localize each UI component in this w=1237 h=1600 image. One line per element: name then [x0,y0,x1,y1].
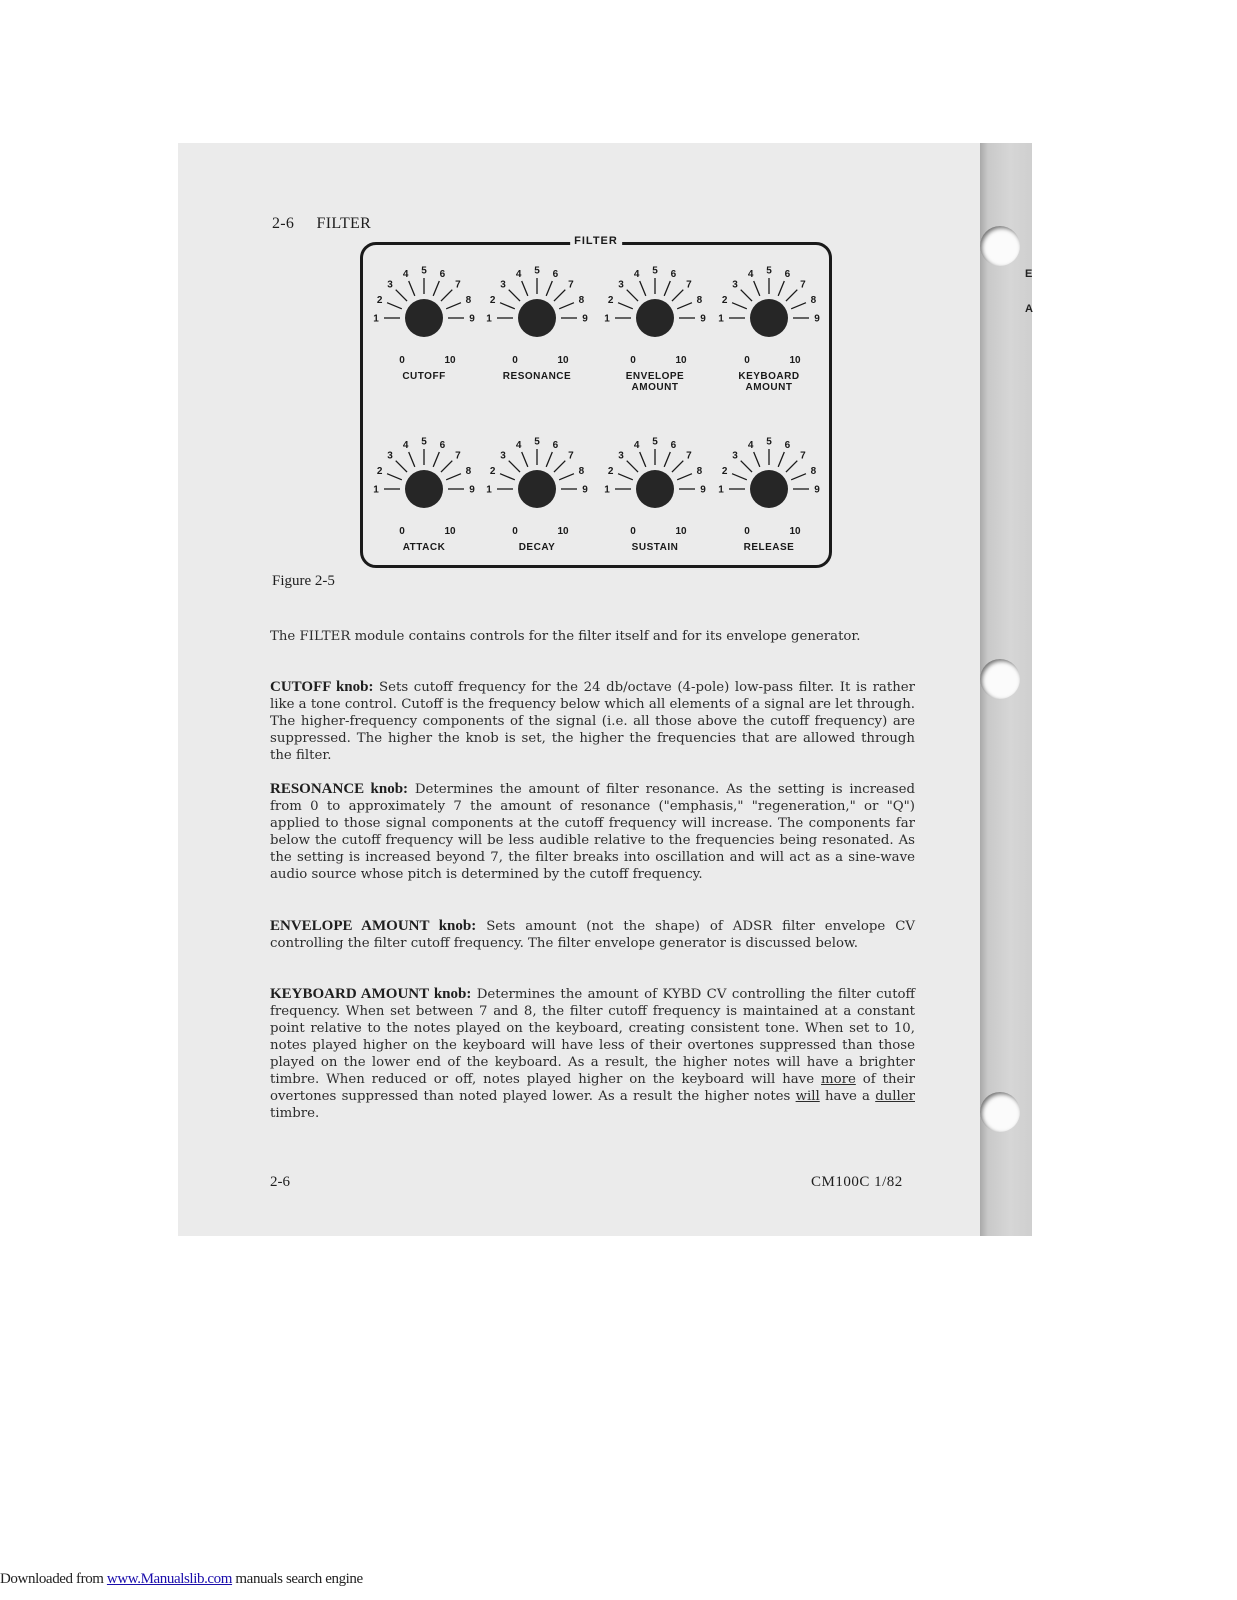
scale-label: 3 [618,450,624,462]
scale-label: 2 [721,295,728,307]
scale-label: 5 [421,436,427,448]
knob-cap [405,299,443,337]
section-heading [272,215,371,233]
knob [718,437,820,554]
scale-label: 9 [700,484,706,496]
scale-label: 7 [800,450,806,462]
scale-label: 0 [512,355,518,366]
scale-label: 4 [402,440,409,452]
scale-label: 9 [814,313,820,325]
scale-tick [522,281,528,296]
resonance-paragraph: RESONANCE knob: Determines the amount of filter resonance. As the setting is increased from 0 to approximately 7 the amount of resonance ("emphasis," "regeneration," or "Q") applied to those signal components at the cutoff frequency will increase. The components far below the cutoff frequency will be less audible relative to the frequencies being resonated. As the setting is increased beyond 7, the filter breaks into oscillation and will act as a sine-wave audio source whose pitch is determined by the cutoff frequency. [270,781,915,882]
scale-tick [732,303,747,309]
scale-label: 8 [578,295,585,307]
scale-label: 0 [399,355,405,366]
scale-label: 0 [630,355,636,366]
scale-label: 3 [500,450,506,462]
scale-label: 6 [552,440,559,452]
knob-label: AMOUNT [745,382,793,393]
scale-label: 8 [810,295,817,307]
knob-cap [405,470,443,508]
scale-label: 5 [652,436,658,448]
scale-tick [664,452,670,467]
scale-tick [791,303,806,309]
scale-label: 2 [489,295,496,307]
scale-label: 6 [552,269,559,281]
scale-label: 4 [515,269,522,281]
scale-label: 1 [486,313,492,325]
scale-label: 9 [469,313,475,325]
keyboard-amount-term: KEYBOARD AMOUNT knob: [270,986,472,1002]
scale-tick [396,461,407,472]
scale-tick [664,281,670,296]
scale-label: 10 [444,526,456,537]
scale-label: 7 [686,279,692,291]
scale-label: 7 [686,450,692,462]
intro-paragraph: The FILTER module contains controls for the filter itself and for its envelope generator. [270,629,861,644]
document-code: CM100C 1/82 [811,1174,903,1190]
knob-cap [518,299,556,337]
scale-tick [387,303,402,309]
scale-label: 0 [630,526,636,537]
scale-label: 5 [534,436,540,448]
scale-label: 3 [732,450,738,462]
binder-hole [980,659,1020,699]
scale-label: 10 [444,355,456,366]
scale-label: 4 [633,269,640,281]
scale-label: 0 [744,526,750,537]
scale-label: 10 [675,526,687,537]
knob-cap [750,299,788,337]
scale-tick [732,474,747,480]
scale-tick [640,281,646,296]
scale-label: 2 [607,295,614,307]
scale-label: 5 [652,265,658,277]
section-number: 2-6 [272,215,295,232]
knob-label: DECAY [518,542,556,553]
scale-tick [786,290,797,301]
scale-label: 1 [373,313,379,325]
scale-label: 0 [744,355,750,366]
scale-label: 5 [766,265,772,277]
scale-label: 8 [696,466,703,478]
knob [486,437,588,554]
scale-label: 6 [670,269,677,281]
manualslib-link[interactable]: www.Manualslib.com [106,1571,233,1587]
scale-label: 5 [766,436,772,448]
knob-cap [518,470,556,508]
scale-label: 5 [534,265,540,277]
scale-tick [618,303,633,309]
scale-label: 10 [557,355,569,366]
scale-tick [441,290,452,301]
scale-tick [640,452,646,467]
knob [373,437,475,554]
scale-label: 7 [568,279,574,291]
adjacent-page-letter: A [1025,303,1033,315]
scale-tick [546,452,552,467]
scale-label: 5 [421,265,427,277]
section-title: FILTER [316,215,372,232]
scale-label: 6 [439,269,446,281]
knob-label: CUTOFF [402,371,446,382]
scale-tick [786,461,797,472]
adjacent-page-letter: E [1025,268,1033,280]
scale-label: 1 [718,313,724,325]
scale-tick [559,303,574,309]
envelope-amount-term: ENVELOPE AMOUNT knob: [270,918,477,934]
scale-tick [677,474,692,480]
keyboard-amount-paragraph: KEYBOARD AMOUNT knob: Determines the amount of KYBD CV controlling the filter cutoff frequency. When set between 7 and 8, the filter cutoff frequency is maintained at a constant point relative to the notes played on the keyboard, creating consistent tone. When set to 10, notes played higher on the keyboard will have less of their overtones suppressed than those played on the lower end of the keyboard. As a result, the higher notes will have a brighter timbre. When reduced or off, notes played higher on the keyboard will have more of their overtones suppressed than noted played lower. As a result the higher notes will have a duller timbre. [270,986,916,1121]
scale-label: 1 [373,484,379,496]
scale-tick [677,303,692,309]
scale-tick [627,290,638,301]
scale-label: 3 [387,450,393,462]
scale-label: 4 [747,440,754,452]
scale-label: 9 [469,484,475,496]
scale-label: 0 [512,526,518,537]
page-number: 2-6 [270,1174,290,1190]
scale-label: 10 [789,526,801,537]
scale-label: 8 [810,466,817,478]
scale-label: 7 [455,279,461,291]
scale-tick [433,281,439,296]
scale-tick [627,461,638,472]
scale-tick [741,290,752,301]
download-notice: Downloaded from www.Manualslib.com manuals search engine [0,1571,363,1587]
scale-label: 4 [747,269,754,281]
scale-label: 3 [732,279,738,291]
scale-tick [778,281,784,296]
scale-label: 1 [604,313,610,325]
scale-tick [500,474,515,480]
binder-hole [980,226,1020,266]
scale-tick [446,303,461,309]
scale-label: 2 [376,295,383,307]
binder-hole [980,1092,1020,1132]
scale-label: 1 [718,484,724,496]
scale-label: 4 [515,440,522,452]
knob [486,266,588,383]
scale-label: 10 [675,355,687,366]
scale-tick [559,474,574,480]
scale-label: 6 [439,440,446,452]
knob [604,266,706,394]
knob-cap [750,470,788,508]
scale-label: 2 [376,466,383,478]
scale-label: 9 [582,313,588,325]
panel-title: FILTER [570,235,622,247]
knob-label: RESONANCE [502,371,572,382]
scale-label: 8 [578,466,585,478]
scale-tick [409,281,415,296]
scale-label: 7 [568,450,574,462]
scale-label: 9 [582,484,588,496]
scale-tick [754,452,760,467]
envelope-amount-paragraph: ENVELOPE AMOUNT knob: Sets amount (not the shape) of ADSR filter envelope CV controlling the filter cutoff frequency. The filter envelope generator is discussed below. [270,918,915,951]
scale-label: 10 [789,355,801,366]
scale-label: 8 [465,295,472,307]
scale-tick [409,452,415,467]
scale-tick [441,461,452,472]
scale-tick [387,474,402,480]
scale-tick [554,461,565,472]
knob-label: RELEASE [743,542,795,553]
cutoff-paragraph: CUTOFF knob: Sets cutoff frequency for the 24 db/octave (4-pole) low-pass filter. It is rather like a tone control. Cutoff is the frequency below which all elements of a signal are let through. The higher-frequency components of the signal (i.e. all those above the cutoff frequency) are suppressed. The higher the knob is set, the higher the frequencies that are allowed through the filter. [270,679,915,763]
scale-label: 2 [489,466,496,478]
knob-label: ENVELOPE [625,371,685,382]
cutoff-term: CUTOFF knob: [270,679,374,695]
scale-label: 1 [604,484,610,496]
scale-label: 4 [633,440,640,452]
scale-label: 9 [700,313,706,325]
scale-label: 8 [465,466,472,478]
scale-tick [446,474,461,480]
scale-label: 3 [500,279,506,291]
scale-tick [741,461,752,472]
scale-label: 3 [618,279,624,291]
knob [718,266,820,394]
knob-label: AMOUNT [631,382,679,393]
scale-tick [509,290,520,301]
scale-label: 0 [399,526,405,537]
scale-tick [522,452,528,467]
scale-label: 8 [696,295,703,307]
scale-tick [672,461,683,472]
scale-tick [554,290,565,301]
scale-tick [433,452,439,467]
scale-tick [754,281,760,296]
scale-label: 9 [814,484,820,496]
scale-label: 6 [784,269,791,281]
scale-label: 10 [557,526,569,537]
figure-caption: Figure 2-5 [272,573,335,589]
scale-label: 2 [607,466,614,478]
filter-panel-diagram [360,235,832,568]
knob-label: SUSTAIN [631,542,679,553]
scale-tick [778,452,784,467]
scale-label: 1 [486,484,492,496]
knob-cap [636,299,674,337]
scale-label: 7 [800,279,806,291]
scale-label: 4 [402,269,409,281]
scale-label: 6 [670,440,677,452]
scale-label: 2 [721,466,728,478]
scale-tick [672,290,683,301]
knob-cap [636,470,674,508]
scale-label: 3 [387,279,393,291]
scale-label: 7 [455,450,461,462]
scale-tick [500,303,515,309]
scale-tick [509,461,520,472]
scale-tick [791,474,806,480]
scale-tick [396,290,407,301]
resonance-term: RESONANCE knob: [270,781,409,797]
scale-tick [618,474,633,480]
knob [604,437,706,554]
scale-label: 6 [784,440,791,452]
knob-label: ATTACK [402,542,446,553]
scale-tick [546,281,552,296]
knob [373,266,475,383]
knob-array [363,245,829,565]
knob-label: KEYBOARD [738,371,800,382]
